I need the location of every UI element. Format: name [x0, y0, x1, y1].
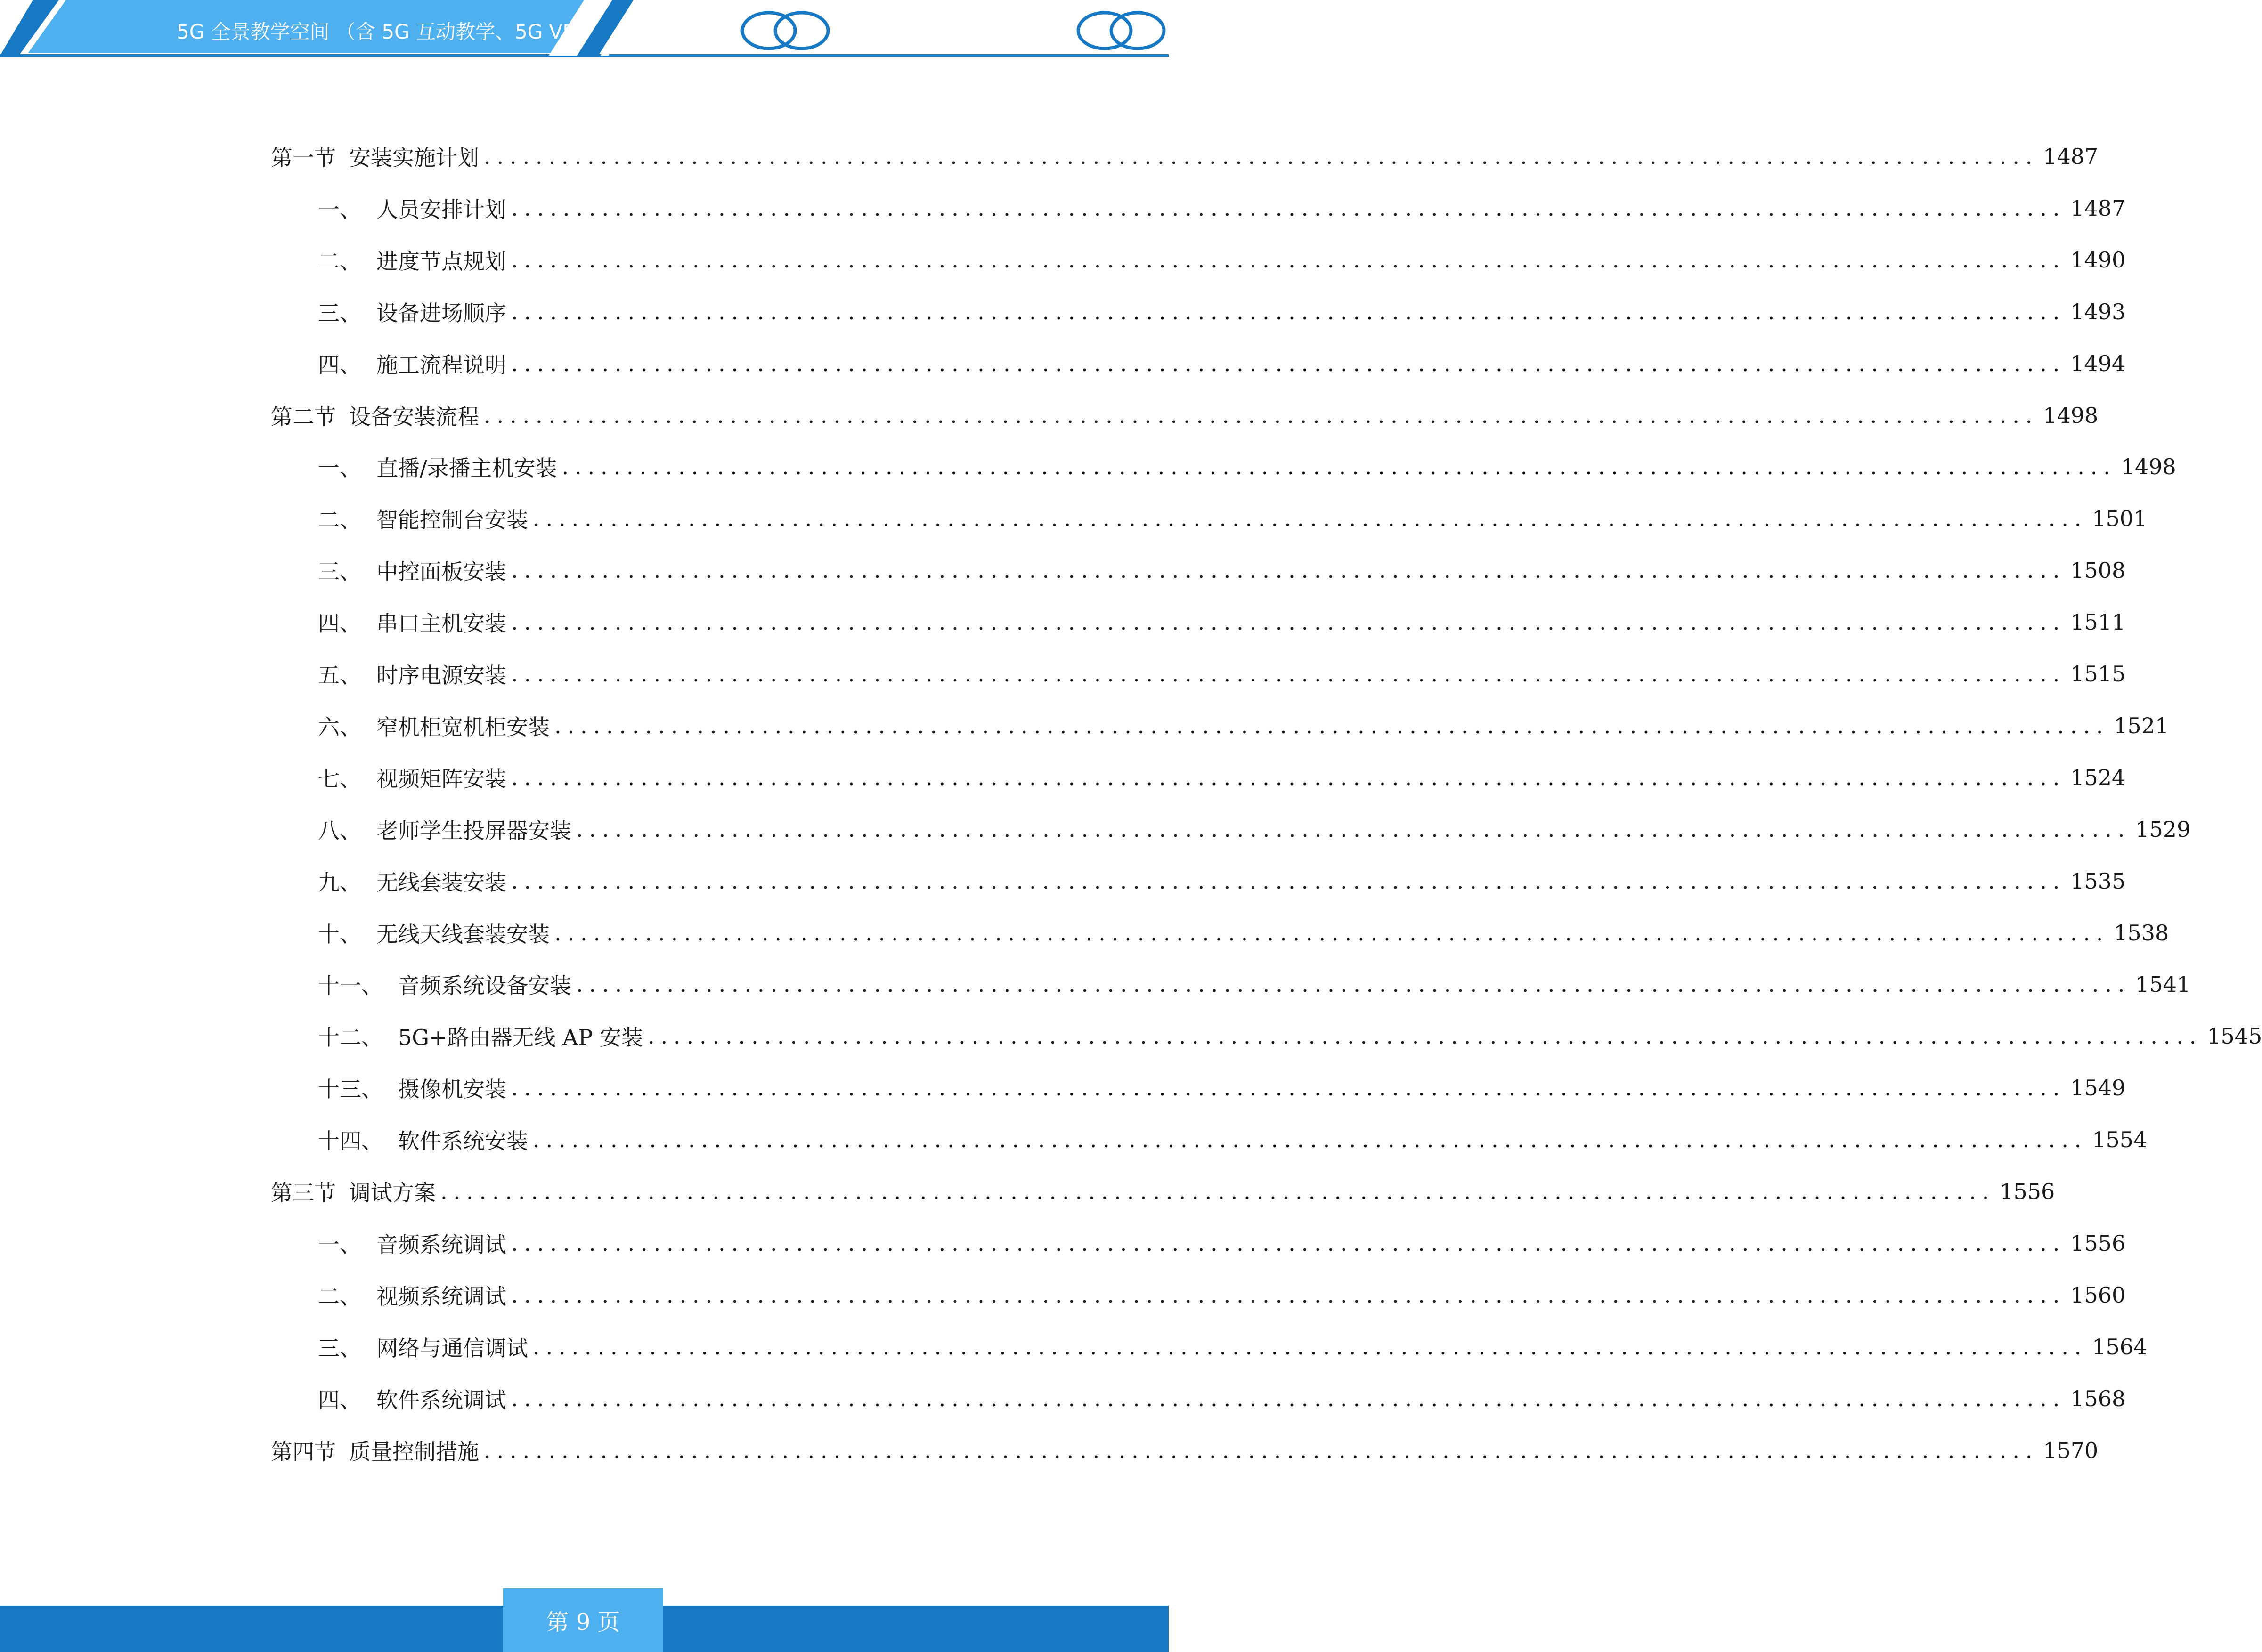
toc-entry[interactable] — [271, 140, 2099, 173]
toc-leader-dots: ........................................................................................................................ — [554, 920, 2109, 946]
toc-entry-page: 1521 — [2114, 713, 2169, 738]
toc-entry-title: 音频系统设备安装 — [398, 973, 571, 999]
toc-entry-number: 第四节 — [271, 1439, 336, 1465]
toc-entry[interactable] — [318, 916, 2169, 949]
toc-entry-number: 八、 — [318, 818, 361, 843]
toc-entry-number: 一、 — [318, 455, 361, 481]
toc-entry-title: 调试方案 — [349, 1180, 436, 1206]
toc-entry-page: 1560 — [2070, 1282, 2126, 1308]
toc-entry-title: 安装实施计划 — [349, 145, 479, 170]
toc-leader-dots: ........................................................................................................................ — [561, 454, 2116, 480]
toc-leader-dots: ........................................................................................................................ — [511, 558, 2066, 583]
toc-entry-title: 时序电源安装 — [376, 663, 506, 688]
toc-entry-number: 四、 — [318, 1387, 361, 1413]
toc-entry[interactable] — [318, 606, 2126, 639]
toc-entry-page: 1524 — [2070, 764, 2126, 790]
toc-entry-page: 1549 — [2070, 1075, 2126, 1101]
toc-entry-number: 一、 — [318, 196, 361, 222]
toc-entry-page: 1498 — [2043, 402, 2099, 428]
toc-entry-page: 1564 — [2092, 1334, 2148, 1360]
toc-leader-dots: ........................................................................................................................ — [511, 1230, 2066, 1256]
toc-entry-page: 1515 — [2070, 661, 2126, 687]
toc-entry-title: 音频系统调试 — [376, 1231, 506, 1257]
toc-leader-dots: ........................................................................................................................ — [576, 816, 2131, 842]
toc-entry[interactable] — [318, 1227, 2126, 1260]
toc-leader-dots: ........................................................................................................................ — [511, 661, 2066, 687]
toc-entry-title: 质量控制措施 — [349, 1439, 479, 1465]
toc-entry-title: 进度节点规划 — [376, 248, 506, 274]
toc-entry-title: 人员安排计划 — [376, 196, 506, 222]
double-ring-logo-icon — [1075, 9, 1167, 52]
toc-entry-title: 摄像机安装 — [398, 1077, 506, 1102]
toc-entry-title: 网络与通信调试 — [376, 1335, 528, 1361]
toc-entry[interactable] — [318, 502, 2148, 535]
page-number-box — [503, 1588, 663, 1652]
toc-entry-title: 软件系统安装 — [398, 1128, 528, 1154]
toc-entry[interactable] — [318, 1071, 2126, 1104]
toc-entry-title: 无线套装安装 — [376, 869, 506, 895]
toc-entry-page: 1493 — [2070, 299, 2126, 324]
toc-leader-dots: ........................................................................................................................ — [511, 299, 2066, 324]
toc-entry[interactable] — [318, 554, 2126, 587]
toc-entry[interactable] — [318, 450, 2176, 483]
toc-leader-dots: ........................................................................................................................ — [511, 195, 2066, 221]
toc-entry-number: 第二节 — [271, 404, 336, 429]
toc-entry-title: 视频矩阵安装 — [376, 766, 506, 792]
toc-entry[interactable] — [318, 1020, 2262, 1053]
page-number: 第 9 页 — [546, 1609, 620, 1636]
toc-entry-number: 二、 — [318, 507, 361, 533]
toc-entry-title: 设备进场顺序 — [376, 300, 506, 326]
toc-leader-dots: ........................................................................................................................ — [440, 1179, 1995, 1204]
toc-entry-page: 1511 — [2070, 609, 2126, 635]
toc-entry-number: 十四、 — [318, 1128, 383, 1154]
toc-leader-dots: ........................................................................................................................ — [484, 402, 2039, 428]
toc-entry-number: 二、 — [318, 1283, 361, 1309]
toc-entry-number: 三、 — [318, 300, 361, 326]
toc-entry-number: 三、 — [318, 1335, 361, 1361]
toc-leader-dots: ........................................................................................................................ — [511, 247, 2066, 273]
toc-entry[interactable] — [318, 347, 2126, 380]
toc-entry-title: 窄机柜宽机柜安装 — [376, 714, 550, 740]
toc-entry[interactable] — [318, 295, 2126, 328]
toc-entry-number: 三、 — [318, 559, 361, 585]
toc-leader-dots: ........................................................................................................................ — [511, 868, 2066, 894]
toc-entry-number: 九、 — [318, 869, 361, 895]
toc-entry[interactable] — [318, 761, 2126, 794]
toc-entry-page: 1501 — [2092, 506, 2148, 532]
page-header — [0, 0, 1169, 61]
toc-entry[interactable] — [318, 813, 2191, 846]
toc-entry[interactable] — [318, 1279, 2126, 1312]
toc-entry-number: 十三、 — [318, 1077, 383, 1102]
toc-entry-number: 十一、 — [318, 973, 383, 999]
toc-entry-page: 1545 — [2207, 1023, 2262, 1049]
toc-entry-number: 五、 — [318, 663, 361, 688]
toc-entry[interactable] — [318, 1330, 2148, 1363]
toc-entry[interactable] — [271, 1175, 2055, 1208]
toc-entry[interactable] — [318, 968, 2191, 1001]
toc-leader-dots: ........................................................................................................................ — [647, 1023, 2203, 1049]
toc-entry[interactable] — [318, 657, 2126, 690]
toc-entry-number: 七、 — [318, 766, 361, 792]
toc-leader-dots: ........................................................................................................................ — [511, 764, 2066, 790]
toc-entry-title: 直播/录播主机安装 — [376, 455, 557, 481]
toc-entry-page: 1494 — [2070, 350, 2126, 376]
toc-leader-dots: ........................................................................................................................ — [554, 713, 2109, 738]
toc-entry-number: 十二、 — [318, 1025, 383, 1051]
toc-leader-dots: ........................................................................................................................ — [511, 350, 2066, 376]
toc-entry[interactable] — [318, 1382, 2126, 1415]
toc-entry-title: 智能控制台安装 — [376, 507, 528, 533]
toc-entry-number: 二、 — [318, 248, 361, 274]
toc-entry-page: 1556 — [2070, 1230, 2126, 1256]
toc-entry-page: 1529 — [2135, 816, 2191, 842]
toc-leader-dots: ........................................................................................................................ — [511, 1385, 2066, 1411]
toc-entry-number: 四、 — [318, 352, 361, 378]
toc-entry-page: 1541 — [2135, 972, 2191, 997]
toc-entry-number: 第三节 — [271, 1180, 336, 1206]
toc-entry-title: 软件系统调试 — [376, 1387, 506, 1413]
toc-entry-page: 1487 — [2043, 144, 2099, 169]
toc-entry-page: 1570 — [2043, 1437, 2099, 1463]
toc-entry-number: 一、 — [318, 1231, 361, 1257]
toc-leader-dots: ........................................................................................................................ — [511, 1075, 2066, 1101]
toc-entry-page: 1490 — [2070, 247, 2126, 273]
toc-leader-dots: ........................................................................................................................ — [511, 609, 2066, 635]
toc-leader-dots: ........................................................................................................................ — [533, 506, 2088, 532]
toc-entry-page: 1487 — [2070, 195, 2126, 221]
toc-entry[interactable] — [271, 1434, 2099, 1467]
toc-leader-dots: ........................................................................................................................ — [511, 1282, 2066, 1308]
toc-entry-title: 设备安装流程 — [349, 404, 479, 429]
toc-entry-title: 5G+路由器无线 AP 安装 — [398, 1025, 643, 1051]
toc-entry-page: 1535 — [2070, 868, 2126, 894]
toc-entry[interactable] — [318, 865, 2126, 898]
toc-entry-page: 1556 — [2000, 1179, 2055, 1204]
toc-leader-dots: ........................................................................................................................ — [484, 144, 2039, 169]
toc-entry-page: 1498 — [2121, 454, 2176, 480]
double-ring-logo-icon — [740, 9, 831, 52]
toc-entry-title: 串口主机安装 — [376, 611, 506, 637]
toc-entry-title: 施工流程说明 — [376, 352, 506, 378]
toc-entry-number: 十、 — [318, 921, 361, 947]
toc-leader-dots: ........................................................................................................................ — [484, 1437, 2039, 1463]
toc-entry-number: 六、 — [318, 714, 361, 740]
toc-entry-number: 四、 — [318, 611, 361, 637]
toc-leader-dots: ........................................................................................................................ — [576, 972, 2131, 997]
toc-leader-dots: ........................................................................................................................ — [533, 1127, 2088, 1153]
toc-entry-page: 1538 — [2114, 920, 2169, 946]
toc-entry-title: 中控面板安装 — [376, 559, 506, 585]
toc-entry[interactable] — [318, 192, 2126, 225]
toc-entry-title: 视频系统调试 — [376, 1283, 506, 1309]
toc-leader-dots: ........................................................................................................................ — [533, 1334, 2088, 1360]
toc-entry-number: 第一节 — [271, 145, 336, 170]
toc-entry-page: 1554 — [2092, 1127, 2148, 1153]
toc-entry-title: 老师学生投屏器安装 — [376, 818, 571, 843]
toc-entry-page: 1568 — [2070, 1385, 2126, 1411]
toc-entry[interactable] — [318, 243, 2126, 276]
header-title: 5G 全景教学空间 （含 5G 互动教学、5G VR — [177, 20, 577, 43]
toc-entry-title: 无线天线套装安装 — [376, 921, 550, 947]
toc-entry[interactable] — [318, 1123, 2148, 1156]
toc-entry[interactable] — [318, 709, 2169, 742]
toc-entry-page: 1508 — [2070, 558, 2126, 583]
toc-entry[interactable] — [271, 399, 2099, 432]
